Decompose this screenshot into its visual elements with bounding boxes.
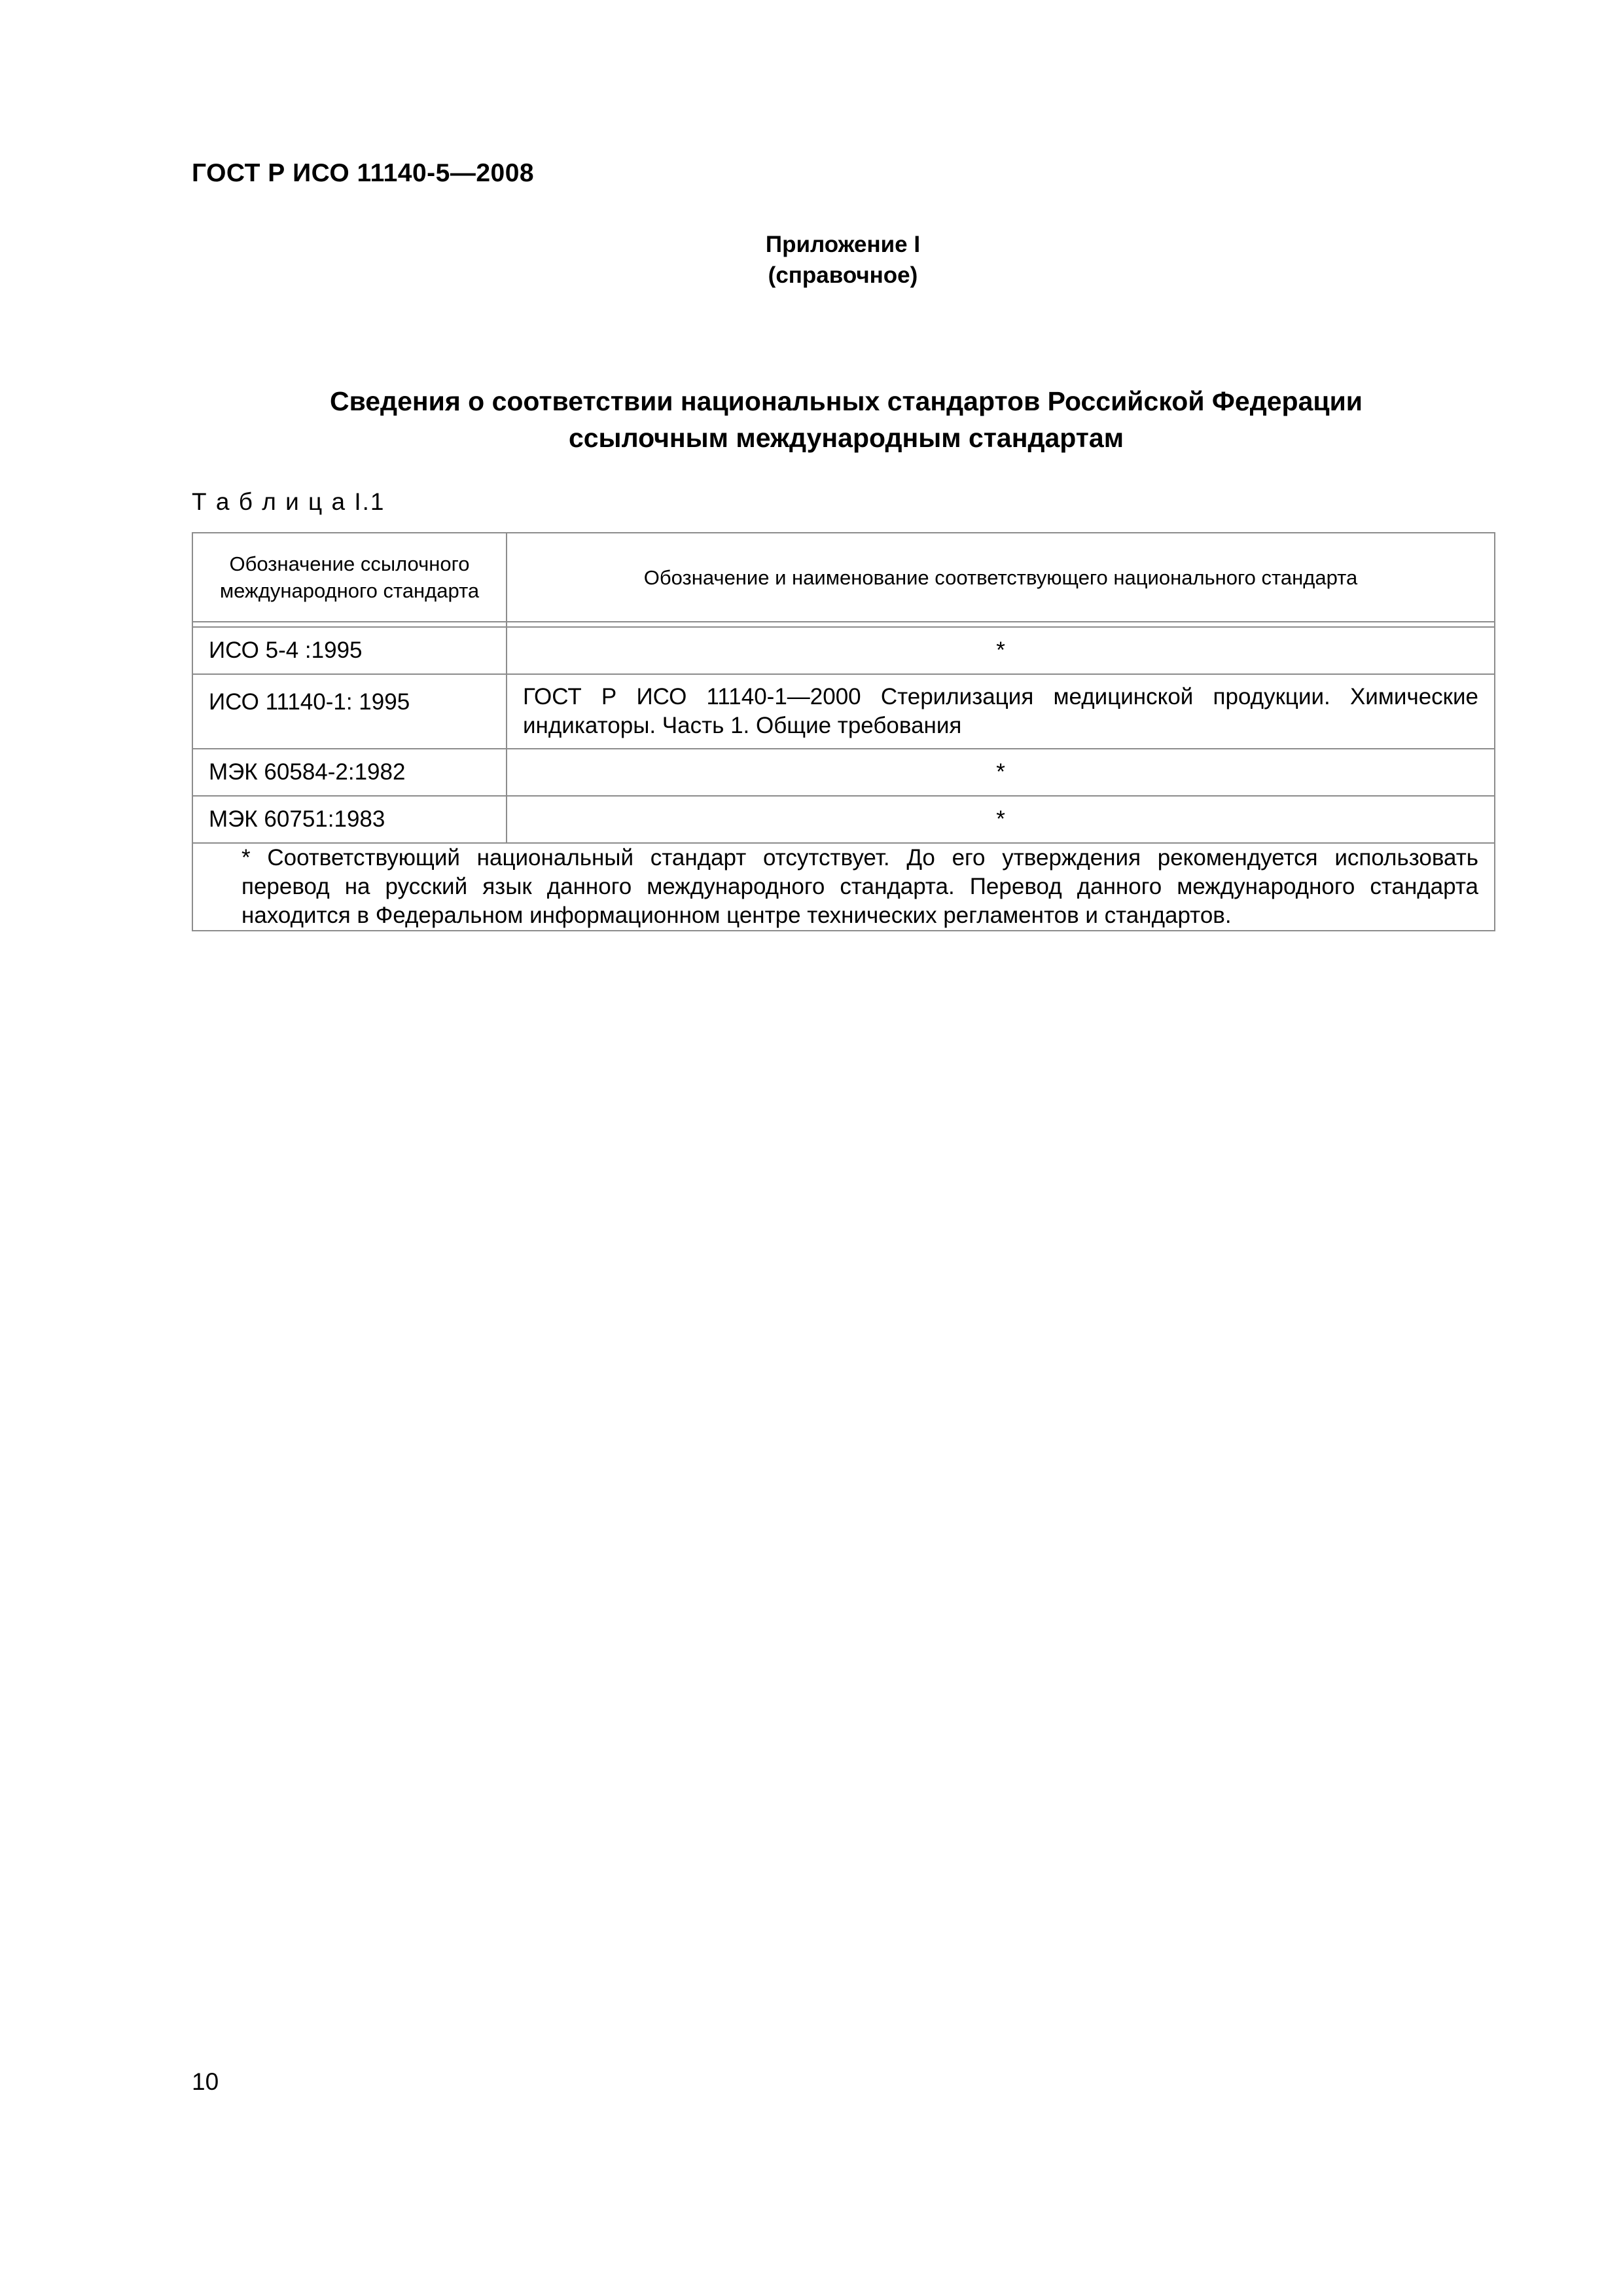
national-standard-cell: * xyxy=(507,749,1495,796)
table-footnote xyxy=(192,843,1495,931)
appendix-heading xyxy=(764,229,921,291)
table-row xyxy=(192,796,1495,843)
table-row xyxy=(192,627,1495,674)
national-standard-cell: ГОСТ Р ИСО 11140-1—2000 Стерилизация медицинской продукции. Химические индикаторы. Часть 1. Общие требования xyxy=(507,674,1495,749)
footnote-text: * Соответствующий национальный стандарт отсутствует. До его утверждения рекомендуется использовать перевод на русский язык данного международного стандарта. Перевод данного международного стандарта находится в Федеральном информационном центре технических регламентов и стандартов. xyxy=(241,845,1478,928)
national-standard-cell: * xyxy=(507,796,1495,843)
standards-table xyxy=(192,532,1495,931)
document-code: ГОСТ Р ИСО 11140-5—2008 xyxy=(192,159,535,187)
section-title-line-2: ссылочным международным стандартам xyxy=(568,423,1124,453)
reference-standard-cell: ИСО 5-4 :1995 xyxy=(192,627,507,674)
appendix-type: (справочное) xyxy=(768,262,918,288)
section-title-line-1: Сведения о соответствии национальных стандартов Российской Федерации xyxy=(329,386,1363,416)
separator-cell xyxy=(192,622,507,627)
reference-standard-cell: МЭК 60584-2:1982 xyxy=(192,749,507,796)
column-header-reference-line-1: Обозначение ссылочного xyxy=(229,552,470,575)
table-header-separator xyxy=(192,622,1495,627)
reference-standard-cell: МЭК 60751:1983 xyxy=(192,796,507,843)
reference-standard-cell: ИСО 11140-1: 1995 xyxy=(192,674,507,749)
national-standard-cell: * xyxy=(507,627,1495,674)
appendix-label: Приложение I xyxy=(765,232,921,257)
column-header-national: Обозначение и наименование соответствующего национального стандарта xyxy=(507,533,1495,622)
table-row xyxy=(192,749,1495,796)
separator-cell xyxy=(507,622,1495,627)
section-title xyxy=(192,383,1501,456)
table-footnote-row xyxy=(192,843,1495,931)
table-row xyxy=(192,674,1495,749)
column-header-reference-line-2: международного стандарта xyxy=(219,579,480,602)
column-header-reference xyxy=(192,533,507,622)
table-header-row xyxy=(192,533,1495,622)
table-caption: Т а б л и ц а I.1 xyxy=(192,488,385,515)
page-number: 10 xyxy=(192,2068,219,2095)
